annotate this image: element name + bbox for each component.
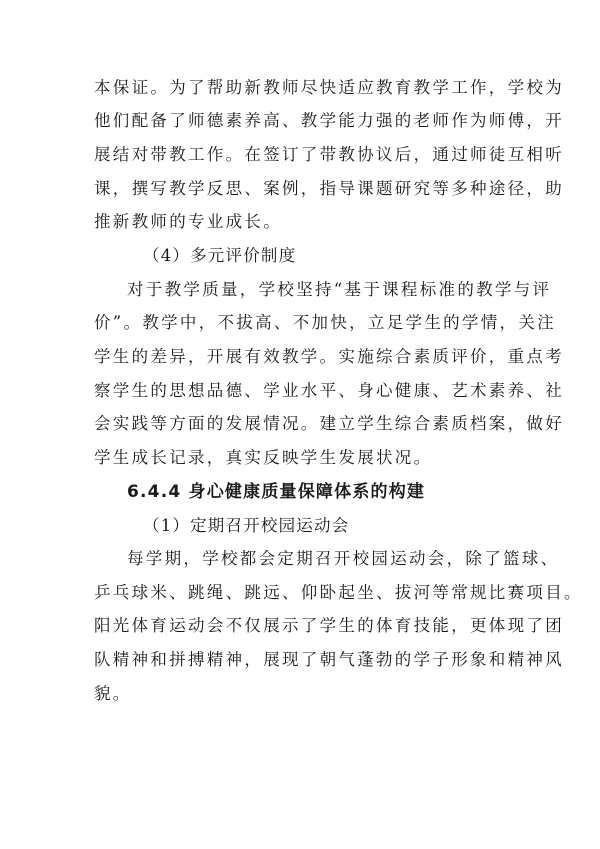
paragraph-3-line-4: 队精神和拼搏精神，展现了朝气蓬勃的学子形象和精神风 [94,650,564,669]
paragraph-2-line-6: 学生成长记录，真实反映学生发展状况。 [94,448,433,467]
paragraph-1-line-4: 课，撰写教学反思、案例，指导课题研究等多种途径，助 [94,179,564,198]
section-heading: 6.4.4 身心健康质量保障体系的构建 [127,482,426,502]
paragraph-3-line-1: 每学期，学校都会定期召开校园运动会，除了篮球、 [127,549,560,568]
paragraph-1-line-5: 推新教师的专业成长。 [94,212,282,231]
paragraph-1-line-2: 他们配备了师德素养高、教学能力强的老师作为师傅，开 [94,111,564,130]
paragraph-1-line-1: 本保证。为了帮助新教师尽快适应教育教学工作，学校为 [94,78,564,97]
paragraph-1-line-3: 展结对带教工作。在签订了带教协议后，通过师徒互相听 [94,145,564,164]
paragraph-2-line-5: 会实践等方面的发展情况。建立学生综合素质档案，做好 [94,414,564,433]
subheading-sports-meeting: （1）定期召开校园运动会 [143,516,350,535]
paragraph-2-line-2: 价”。教学中，不拔高、不加快，立足学生的学情，关注 [94,313,556,332]
paragraph-2-line-1: 对于教学质量，学校坚持“基于课程标准的教学与评 [127,280,552,299]
paragraph-2-line-4: 察学生的思想品德、学业水平、身心健康、艺术素养、社 [94,381,564,400]
paragraph-3-line-3: 阳光体育运动会不仅展示了学生的体育技能，更体现了团 [94,616,564,635]
paragraph-3-line-2: 乒乓球米、跳绳、跳远、仰卧起坐、拔河等常规比赛项目。 [94,583,583,602]
subheading-evaluation-system: （4）多元评价制度 [143,246,297,265]
paragraph-2-line-3: 学生的差异，开展有效教学。实施综合素质评价，重点考 [94,347,564,366]
paragraph-3-line-5: 貌。 [94,684,132,703]
